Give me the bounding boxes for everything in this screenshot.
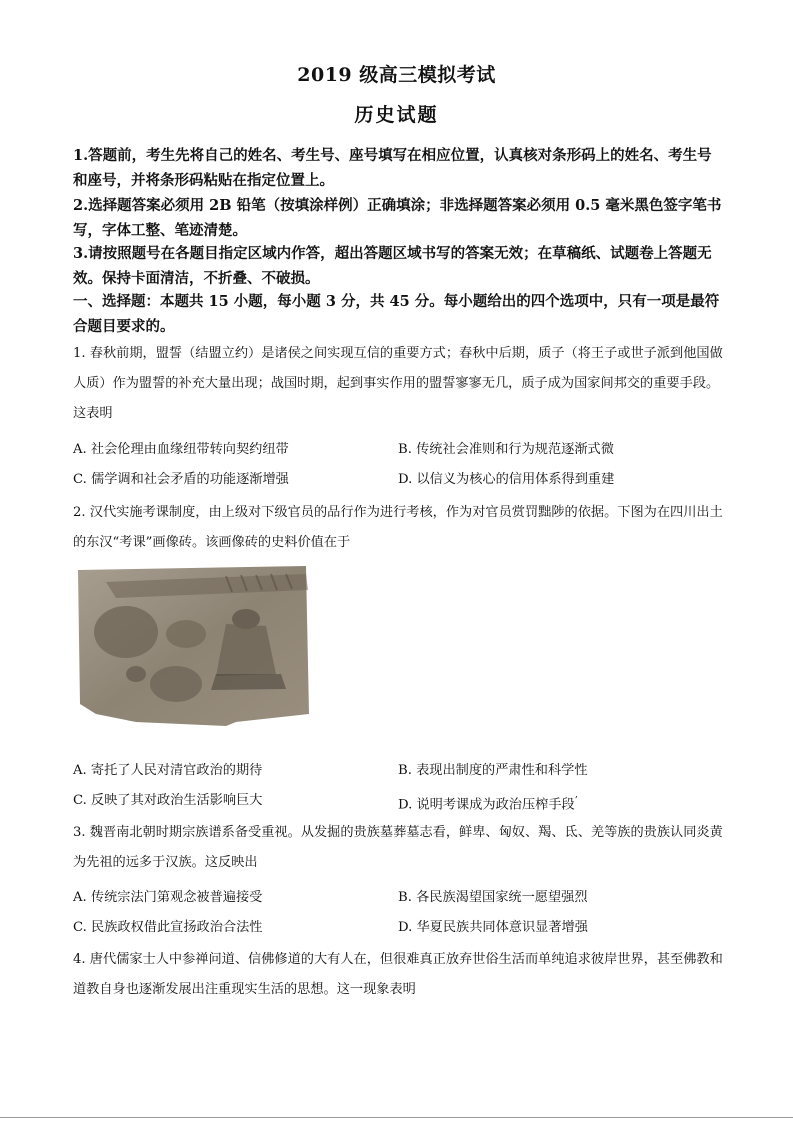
q1-option-c: C. 儒学调和社会矛盾的功能逐渐增强 xyxy=(73,472,289,487)
q2-option-c: C. 反映了其对政治生活影响巨大 xyxy=(73,793,263,808)
q3-option-b: B. 各民族渴望国家统一愿望强烈 xyxy=(398,890,588,905)
question-3-stem: 3. 魏晋南北朝时期宗族谱系备受重视。从发掘的贵族墓葬墓志看，鲜卑、匈奴、羯、氐、羌等族的贵族认同炎黄为先祖的远多于汉族。这反映出 xyxy=(73,825,723,870)
q2-option-b: B. 表现出制度的严肃性和科学性 xyxy=(398,763,588,778)
subject-title: 历史试题 xyxy=(354,104,439,126)
q2-option-d-text: D. 说明考课成为政治压榨手段 xyxy=(398,797,575,813)
instruction-3: 3.请按照题号在各题目指定区域内作答，超出答题区域书写的答案无效；在草稿纸、试题卷上答题无效。保持卡面清洁，不折叠、不破损。 xyxy=(73,245,712,287)
page-bottom-rule xyxy=(0,1117,793,1118)
question-4-stem: 4. 唐代儒家士人中参禅问道、信佛修道的大有人在，但很难真正放弃世俗生活而单纯追求彼岸世界，甚至佛教和道教自身也逐渐发展出注重现实生活的思想。这一现象表明 xyxy=(73,952,723,997)
question-1-stem: 1. 春秋前期，盟誓（结盟立约）是诸侯之间实现互信的重要方式；春秋中后期，质子（将王子或世子派到他国做人质）作为盟誓的补充大量出现；战国时期，起到事实作用的盟誓寥寥无几，质子成为国家间邦交的重要手段。这表明 xyxy=(73,346,723,421)
instruction-1: 1.答题前，考生先将自己的姓名、考生号、座号填写在相应位置，认真核对条形码上的姓名、考生号和座号，并将条形码粘贴在指定位置上。 xyxy=(73,147,712,189)
instruction-2: 2.选择题答案必须用 2B 铅笔（按填涂样例）正确填涂；非选择题答案必须用 0.5 毫米黑色签字笔书写，字体工整、笔迹清楚。 xyxy=(73,197,722,239)
han-brick-relief-image xyxy=(76,564,310,726)
section-heading: 一、选择题：本题共 15 小题，每小题 3 分，共 45 分。每小题给出的四个选项中，只有一项是最符合题目要求的。 xyxy=(73,293,720,335)
exam-title: 2019 级高三模拟考试 xyxy=(297,64,496,86)
q3-option-d: D. 华夏民族共同体意识显著增强 xyxy=(398,920,588,935)
q1-option-b: B. 传统社会准则和行为规范逐渐式微 xyxy=(398,442,614,457)
q2-option-a: A. 寄托了人民对清官政治的期待 xyxy=(73,763,263,778)
q1-option-d: D. 以信义为核心的信用体系得到重建 xyxy=(398,472,615,487)
question-2-stem: 2. 汉代实施考课制度，由上级对下级官员的品行作为进行考核，作为对官员赏罚黜陟的依据。下图为在四川出土的东汉“考课”画像砖。该画像砖的史料价值在于 xyxy=(73,505,723,550)
q2-option-d xyxy=(398,791,578,815)
q3-option-a: A. 传统宗法门第观念被普遍接受 xyxy=(73,890,263,905)
q3-option-c: C. 民族政权借此宣扬政治合法性 xyxy=(73,920,263,935)
q1-option-a: A. 社会伦理由血缘纽带转向契约纽带 xyxy=(73,442,289,457)
q2-option-d-mark: ’ xyxy=(574,796,578,806)
